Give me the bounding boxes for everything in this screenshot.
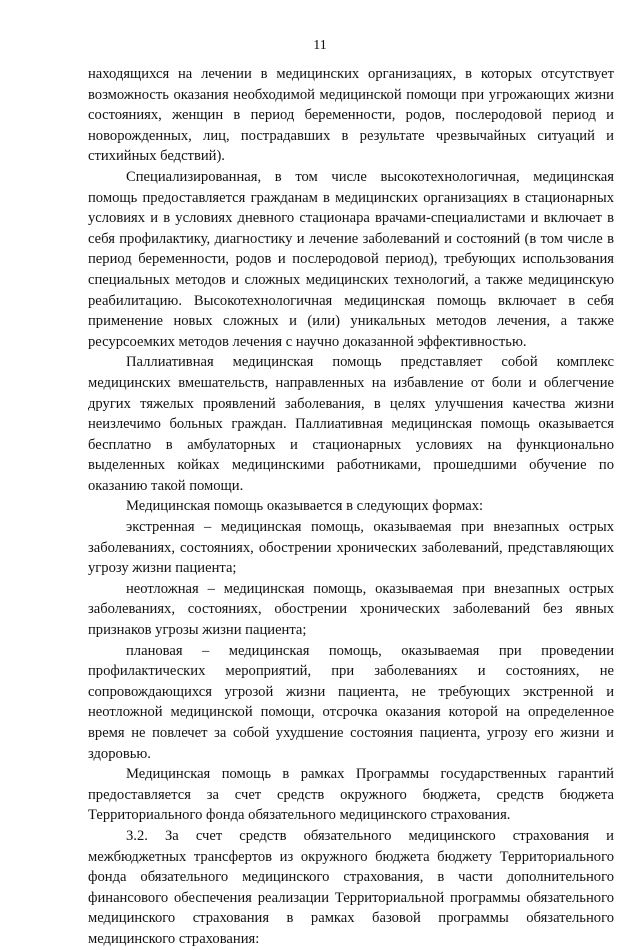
page-number: 11 bbox=[313, 38, 327, 53]
paragraph: плановая – медицинская помощь, оказываемая при проведении профилактических мероприятий, при заболеваниях и состояниях, не сопровождающихся угрозой жизни пациента, не требующих экстренной и неотложной медицинской помощи, отсрочка оказания которой на определенное время не повлечет за собой ухудшение состояния пациента, угрозу его жизни и здоровью. bbox=[88, 642, 614, 762]
paragraph: 3.2. За счет средств обязательного медицинского страхования и межбюджетных трансфертов из окружного бюджета бюджету Территориального фонда обязательного медицинского страхования, в части дополнительного финансового обеспечения реализации Территориальной программы обязательного медицинского страхования в рамках базовой программы обязательного медицинского страхования: bbox=[88, 827, 614, 947]
document-body bbox=[88, 64, 614, 950]
paragraph: Медицинская помощь оказывается в следующих формах: bbox=[126, 498, 484, 515]
paragraph: неотложная – медицинская помощь, оказываемая при внезапных острых заболеваниях, состояниях, обострении хронических заболеваний без явных признаков угрозы жизни пациента; bbox=[88, 580, 614, 639]
paragraph: находящихся на лечении в медицинских организациях, в которых отсутствует возможность оказания необходимой медицинской помощи при угрожающих жизни состояниях, женщин в период беременности, родов, послеродовой период и новорожденных, лиц, пострадавших в результате чрезвычайных ситуаций и стихийных бедствий). bbox=[88, 66, 614, 165]
paragraph: Специализированная, в том числе высокотехнологичная, медицинская помощь предоставляется гражданам в медицинских организациях в стационарных условиях и в условиях дневного стационара врачами-специалистами и включает в себя профилактику, диагностику и лечение заболеваний и состояний (в том числе в период беременности, родов и послеродовой период), требующих использования специальных методов и сложных медицинских технологий, а также медицинскую реабилитацию. Высокотехнологичная медицинская помощь включает в себя применение новых сложных и (или) уникальных методов лечения, а также ресурсоемких методов лечения с научно доказанной эффективностью. bbox=[88, 168, 614, 350]
paragraph: Медицинская помощь в рамках Программы государственных гарантий предоставляется за счет средств окружного бюджета, средств бюджета Территориального фонда обязательного медицинского страхования. bbox=[88, 766, 614, 824]
paragraph: экстренная – медицинская помощь, оказываемая при внезапных острых заболеваниях, состояниях, обострении хронических заболеваний, представляющих угрозу жизни пациента; bbox=[88, 519, 614, 577]
paragraph: Паллиативная медицинская помощь представляет собой комплекс медицинских вмешательств, направленных на избавление от боли и облегчение других тяжелых проявлений заболевания, в целях улучшения качества жизни неизлечимо больных граждан. Паллиативная медицинская помощь оказывается бесплатно в амбулаторных и стационарных условиях на функционально выделенных койках медицинскими работниками, прошедшими обучение по оказанию такой помощи. bbox=[88, 354, 614, 494]
